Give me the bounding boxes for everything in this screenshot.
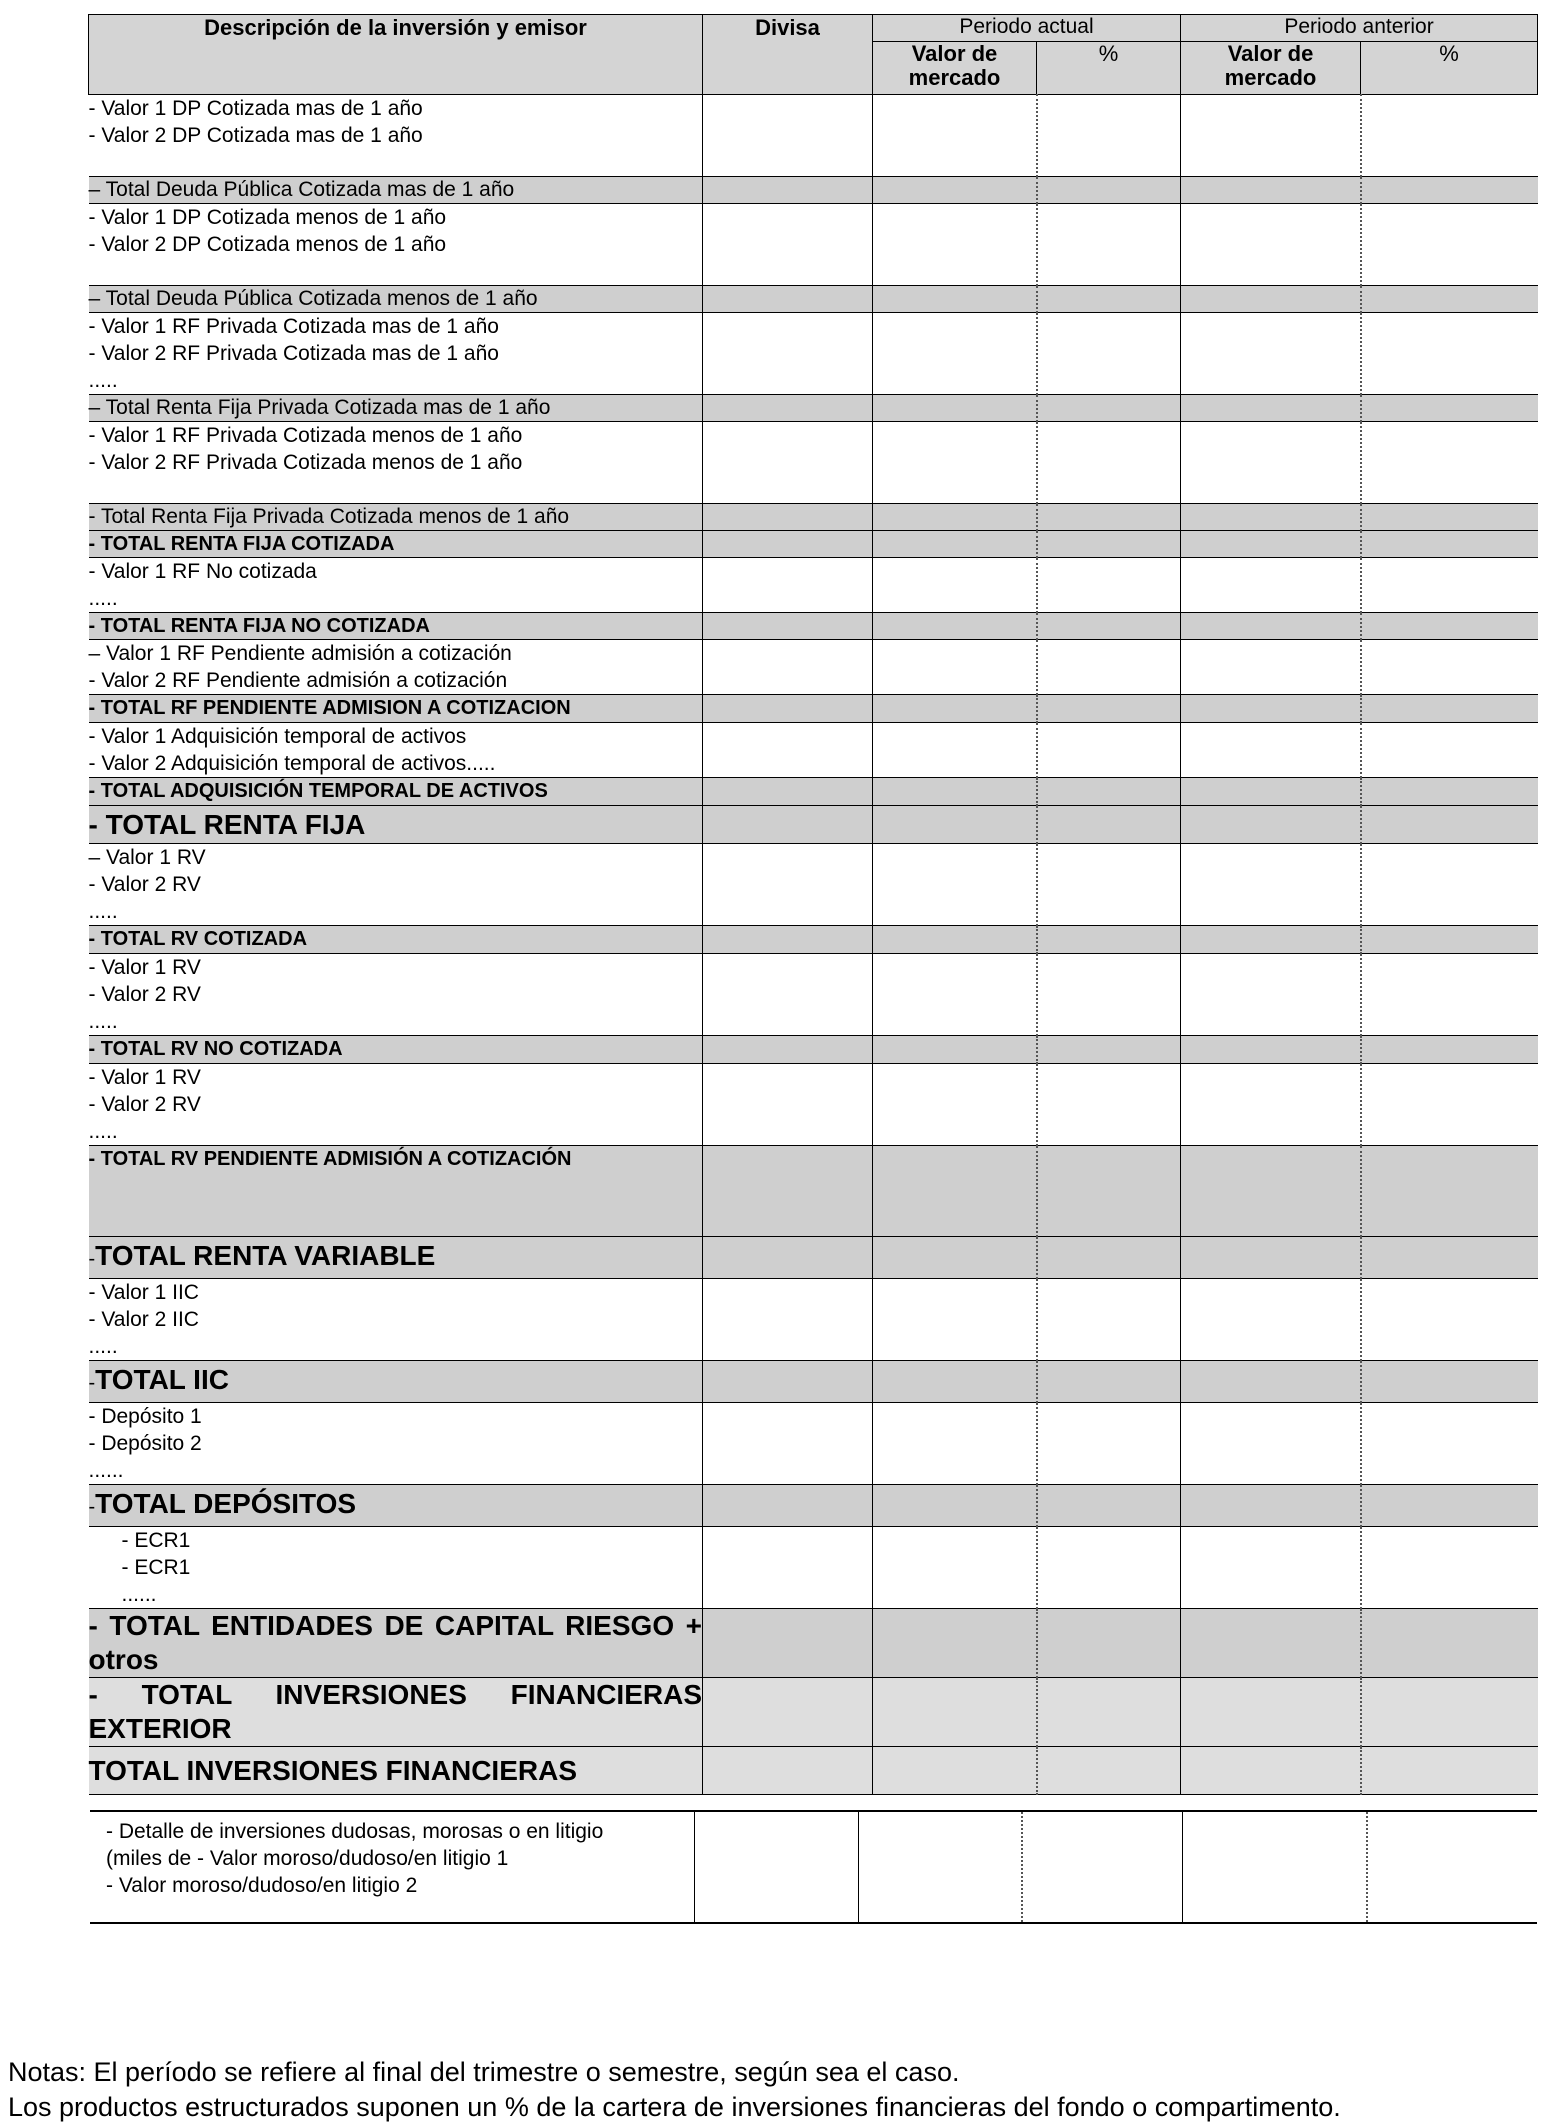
header-current-market-value: Valor de mercado [873,42,1037,95]
total-row [89,613,1538,640]
total-label: - TOTAL ENTIDADES DE CAPITAL RIESGO + otros [89,1609,703,1678]
value-group [89,844,1538,926]
previous-percent-cell[interactable] [1361,313,1538,395]
value-group [89,95,1538,177]
total-dash: - [88,1496,96,1518]
value-line: ..... [88,900,118,923]
currency-cell[interactable] [703,1403,873,1485]
previous-percent-cell[interactable] [1361,204,1538,286]
total-label: - TOTAL RENTA FIJA COTIZADA [89,531,703,558]
current-percent-cell[interactable] [1037,1279,1181,1361]
value-line: ...... [121,1583,157,1606]
total-row [89,1678,1538,1747]
value-line: ..... [88,369,118,392]
total-dash: - [88,1248,96,1270]
current-percent-cell[interactable] [1037,558,1181,613]
currency-cell[interactable] [703,1064,873,1146]
previous-percent-cell[interactable] [1361,640,1538,695]
value-line: ..... [88,1120,118,1143]
value-line: - ECR1 [121,1556,191,1579]
previous-percent-cell[interactable] [1361,954,1538,1036]
value-line [89,149,703,176]
previous-percent-cell[interactable] [1361,723,1538,778]
total-label: - TOTAL ADQUISICIÓN TEMPORAL DE ACTIVOS [89,778,703,806]
previous-value-cell[interactable] [1181,95,1361,177]
total-row [89,806,1538,844]
currency-cell[interactable] [703,1527,873,1609]
previous-value-cell[interactable] [1182,1811,1367,1923]
previous-value-cell[interactable] [1181,313,1361,395]
current-percent-cell[interactable] [1037,95,1181,177]
value-line: - Valor 2 RF Privada Cotizada menos de 1 año [88,451,523,474]
previous-value-cell[interactable] [1181,422,1361,504]
previous-value-cell[interactable] [1181,844,1361,926]
current-value-cell[interactable] [873,204,1037,286]
value-group [89,954,1538,1036]
total-label: – Total Deuda Pública Cotizada menos de 1 año [89,286,703,313]
note-structured-products: Los productos estructurados suponen un % de la cartera de inversiones financieras del fondo o compartimento. [8,2092,1341,2122]
currency-cell[interactable] [694,1811,858,1923]
previous-value-cell[interactable] [1181,558,1361,613]
total-row [89,395,1538,422]
value-group [89,1279,1538,1361]
header-currency: Divisa [703,15,873,95]
previous-percent-cell[interactable] [1361,1527,1538,1609]
notes [8,2055,1341,2125]
previous-value-cell[interactable] [1181,1527,1361,1609]
value-group [89,422,1538,504]
total-row [89,1609,1538,1678]
currency-cell[interactable] [703,954,873,1036]
currency-cell[interactable] [703,723,873,778]
current-value-cell[interactable] [873,1279,1037,1361]
value-line: - Depósito 1 [88,1405,202,1428]
total-text: TOTAL RENTA VARIABLE [95,1240,436,1271]
current-value-cell[interactable] [873,95,1037,177]
total-label: – Total Renta Fija Privada Cotizada mas de 1 año [89,395,703,422]
value-line: - Depósito 2 [88,1432,202,1455]
grand-total-label: TOTAL INVERSIONES FINANCIERAS [89,1747,703,1795]
detail-line: (miles de - Valor moroso/dudoso/en litigio 1 [106,1847,509,1870]
total-row [89,1361,1538,1403]
value-group [89,1064,1538,1146]
value-group [89,313,1538,395]
current-value-cell[interactable] [873,422,1037,504]
value-line: - Valor 1 RF Privada Cotizada mas de 1 año [88,315,499,338]
previous-value-cell[interactable] [1181,723,1361,778]
value-line: ..... [88,1335,118,1358]
current-percent-cell[interactable] [1037,723,1181,778]
current-value-cell[interactable] [873,1403,1037,1485]
value-line [89,258,703,285]
value-group [89,1403,1538,1485]
value-line: - Valor 2 RV [88,983,201,1006]
total-label: - Total Renta Fija Privada Cotizada menos de 1 año [89,504,703,531]
value-line: - Valor 1 RF Privada Cotizada menos de 1 año [88,424,523,447]
total-label: - TOTAL RV NO COTIZADA [89,1036,703,1064]
value-line: - ECR1 [121,1529,191,1552]
current-value-cell[interactable] [873,1527,1037,1609]
total-label: - TOTAL RENTA FIJA [89,806,703,844]
total-label: - TOTAL RV PENDIENTE ADMISIÓN A COTIZACIÓN [89,1146,703,1237]
value-group [89,723,1538,778]
value-line [89,476,703,503]
table-header [89,15,1538,95]
total-label: - TOTAL INVERSIONES FINANCIERAS EXTERIOR [89,1678,703,1747]
header-previous-market-value: Valor de mercado [1181,42,1361,95]
doubtful-investments-row [90,1811,1537,1923]
currency-cell[interactable] [703,844,873,926]
current-value-cell[interactable] [873,1064,1037,1146]
header-current-period: Periodo actual [873,15,1181,42]
previous-percent-cell[interactable] [1361,422,1538,504]
previous-percent-cell[interactable] [1361,1064,1538,1146]
value-line: - Valor 1 RF No cotizada [88,560,317,583]
total-row [89,504,1538,531]
header-previous-period: Periodo anterior [1181,15,1538,42]
currency-cell[interactable] [703,1279,873,1361]
currency-cell[interactable] [703,558,873,613]
current-percent-cell[interactable] [1037,954,1181,1036]
current-percent-cell[interactable] [1037,313,1181,395]
value-line: – Valor 1 RV [88,846,206,869]
current-percent-cell[interactable] [1037,640,1181,695]
currency-cell[interactable] [703,313,873,395]
total-label: - TOTAL RF PENDIENTE ADMISION A COTIZACION [89,695,703,723]
total-text: TOTAL DEPÓSITOS [95,1488,357,1519]
total-row [89,1036,1538,1064]
current-percent-cell[interactable] [1037,422,1181,504]
detail-line: - Valor moroso/dudoso/en litigio 2 [106,1874,418,1897]
previous-percent-cell[interactable] [1361,844,1538,926]
total-row [89,695,1538,723]
previous-value-cell[interactable] [1181,1403,1361,1485]
previous-value-cell[interactable] [1181,204,1361,286]
currency-cell[interactable] [703,95,873,177]
value-line: - Valor 1 DP Cotizada mas de 1 año [88,97,423,120]
current-value-cell[interactable] [873,954,1037,1036]
total-row [89,926,1538,954]
current-value-cell[interactable] [873,640,1037,695]
value-line: - Valor 2 RV [88,873,201,896]
total-row [89,778,1538,806]
total-label: - TOTAL RV COTIZADA [89,926,703,954]
header-current-percent: % [1037,42,1181,95]
previous-value-cell[interactable] [1181,640,1361,695]
current-percent-cell[interactable] [1037,1527,1181,1609]
total-label [89,1361,703,1403]
detail-line: - Detalle de inversiones dudosas, morosas o en litigio [106,1820,604,1843]
value-line: - Valor 2 Adquisición temporal de activos..... [88,752,496,775]
previous-value-cell[interactable] [1181,1279,1361,1361]
currency-cell[interactable] [703,640,873,695]
current-percent-cell[interactable] [1037,844,1181,926]
value-line: - Valor 1 Adquisición temporal de activos [88,725,467,748]
value-line: ...... [88,1459,124,1482]
total-text: TOTAL IIC [95,1364,229,1395]
previous-percent-cell[interactable] [1361,558,1538,613]
current-value-cell[interactable] [873,844,1037,926]
value-group [89,1527,1538,1609]
current-percent-cell[interactable] [1037,204,1181,286]
current-percent-cell[interactable] [1022,1811,1182,1923]
header-previous-percent: % [1361,42,1538,95]
currency-cell[interactable] [703,422,873,504]
total-row [89,1485,1538,1527]
header-description: Descripción de la inversión y emisor [89,15,703,95]
total-row [89,531,1538,558]
previous-percent-cell[interactable] [1361,95,1538,177]
previous-percent-cell[interactable] [1367,1811,1537,1923]
total-row [89,1747,1538,1795]
total-row [89,286,1538,313]
value-group [89,558,1538,613]
value-group [89,640,1538,695]
current-value-cell[interactable] [873,723,1037,778]
total-label: - TOTAL RENTA FIJA NO COTIZADA [89,613,703,640]
current-value-cell[interactable] [858,1811,1022,1923]
value-line: - Valor 1 DP Cotizada menos de 1 año [88,206,447,229]
currency-cell[interactable] [703,204,873,286]
investment-table-wrapper [88,14,1537,1795]
doubtful-investments-table [90,1810,1537,1924]
doubtful-investments-description [90,1811,694,1923]
total-dash: - [88,1372,96,1394]
current-percent-cell[interactable] [1037,1064,1181,1146]
current-percent-cell[interactable] [1037,1403,1181,1485]
value-line: - Valor 2 DP Cotizada menos de 1 año [88,233,447,256]
value-line: - Valor 2 RV [88,1093,201,1116]
value-group [89,204,1538,286]
previous-value-cell[interactable] [1181,954,1361,1036]
value-line: - Valor 2 DP Cotizada mas de 1 año [88,124,423,147]
value-line: ..... [88,1010,118,1033]
value-line: - Valor 2 RF Pendiente admisión a cotización [88,669,508,692]
value-line: ..... [88,587,118,610]
value-line: - Valor 2 IIC [88,1308,199,1331]
total-row [89,177,1538,204]
value-line: - Valor 1 RV [88,1066,201,1089]
current-value-cell[interactable] [873,313,1037,395]
total-label [89,1485,703,1527]
total-row [89,1237,1538,1279]
investment-table [88,14,1538,1795]
value-line: – Valor 1 RF Pendiente admisión a cotización [88,642,512,665]
previous-percent-cell[interactable] [1361,1279,1538,1361]
previous-value-cell[interactable] [1181,1064,1361,1146]
value-line: - Valor 1 IIC [88,1281,199,1304]
total-label: – Total Deuda Pública Cotizada mas de 1 año [89,177,703,204]
value-line: - Valor 2 RF Privada Cotizada mas de 1 año [88,342,499,365]
total-row [89,1146,1538,1237]
note-period: Notas: El período se refiere al final del trimestre o semestre, según sea el caso. [8,2057,960,2087]
current-value-cell[interactable] [873,558,1037,613]
value-line: - Valor 1 RV [88,956,201,979]
previous-percent-cell[interactable] [1361,1403,1538,1485]
total-label [89,1237,703,1279]
